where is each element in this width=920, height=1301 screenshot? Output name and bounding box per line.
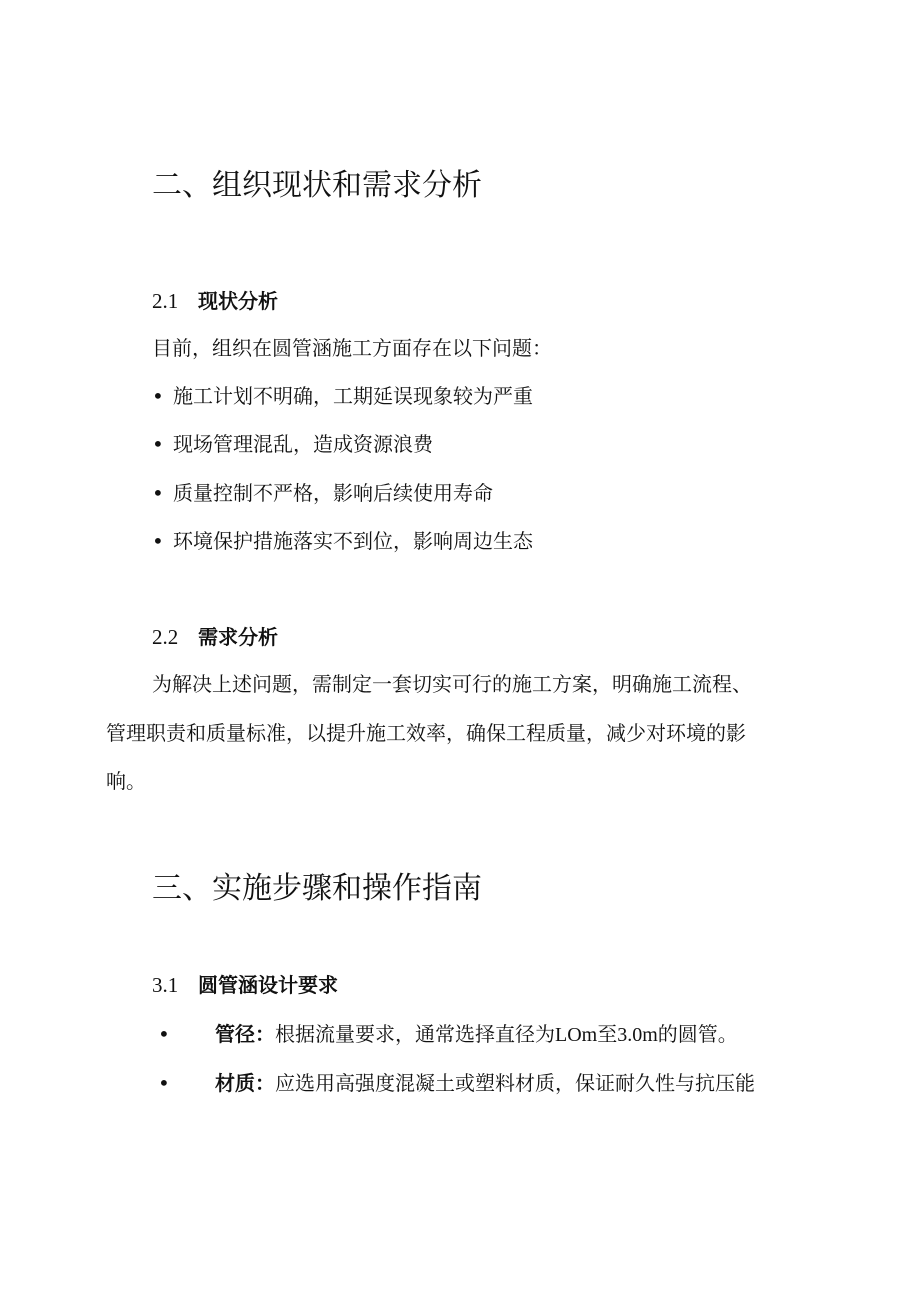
bullet-icon: • (152, 432, 164, 456)
subsection-number: 2.1 (152, 289, 179, 313)
spec-text: 根据流量要求，通常选择直径为LOm至3.0m的圆管。 (275, 1024, 738, 1046)
spec-text: 应选用高强度混凝土或塑料材质，保证耐久性与抗压能 (275, 1073, 755, 1095)
bullet-item: 环境保护措施落实不到位，影响周边生态 (173, 529, 533, 553)
bullet-icon: • (158, 1071, 170, 1095)
subsection-title: 圆管涵设计要求 (198, 973, 338, 997)
subsection-title: 现状分析 (198, 289, 278, 313)
spec-label: 材质： (215, 1071, 275, 1095)
intro-paragraph: 目前，组织在圆管涵施工方面存在以下问题： (152, 336, 552, 360)
bullet-icon: • (152, 481, 164, 505)
bullet-icon: • (152, 384, 164, 408)
paragraph-line: 管理职责和质量标准，以提升施工效率，确保工程质量，减少对环境的影 (106, 721, 746, 745)
subsection-2-1-heading (152, 287, 278, 315)
section-2-heading: 二、组织现状和需求分析 (152, 168, 482, 203)
paragraph-line: 为解决上述问题，需制定一套切实可行的施工方案，明确施工流程、 (152, 672, 752, 696)
bullet-item: 现场管理混乱，造成资源浪费 (173, 432, 433, 456)
subsection-3-1-heading (152, 971, 338, 999)
paragraph-line: 响。 (106, 769, 146, 793)
bullet-icon: • (152, 529, 164, 553)
spec-label: 管径： (215, 1022, 275, 1046)
spec-item (215, 1069, 755, 1098)
bullet-item: 质量控制不严格，影响后续使用寿命 (173, 481, 493, 505)
section-3-heading: 三、实施步骤和操作指南 (152, 871, 482, 906)
subsection-number: 3.1 (152, 973, 179, 997)
subsection-2-2-heading (152, 623, 278, 651)
bullet-icon: • (158, 1022, 170, 1046)
subsection-title: 需求分析 (198, 625, 278, 649)
spec-item (215, 1020, 738, 1049)
bullet-item: 施工计划不明确，工期延误现象较为严重 (173, 384, 533, 408)
subsection-number: 2.2 (152, 625, 179, 649)
